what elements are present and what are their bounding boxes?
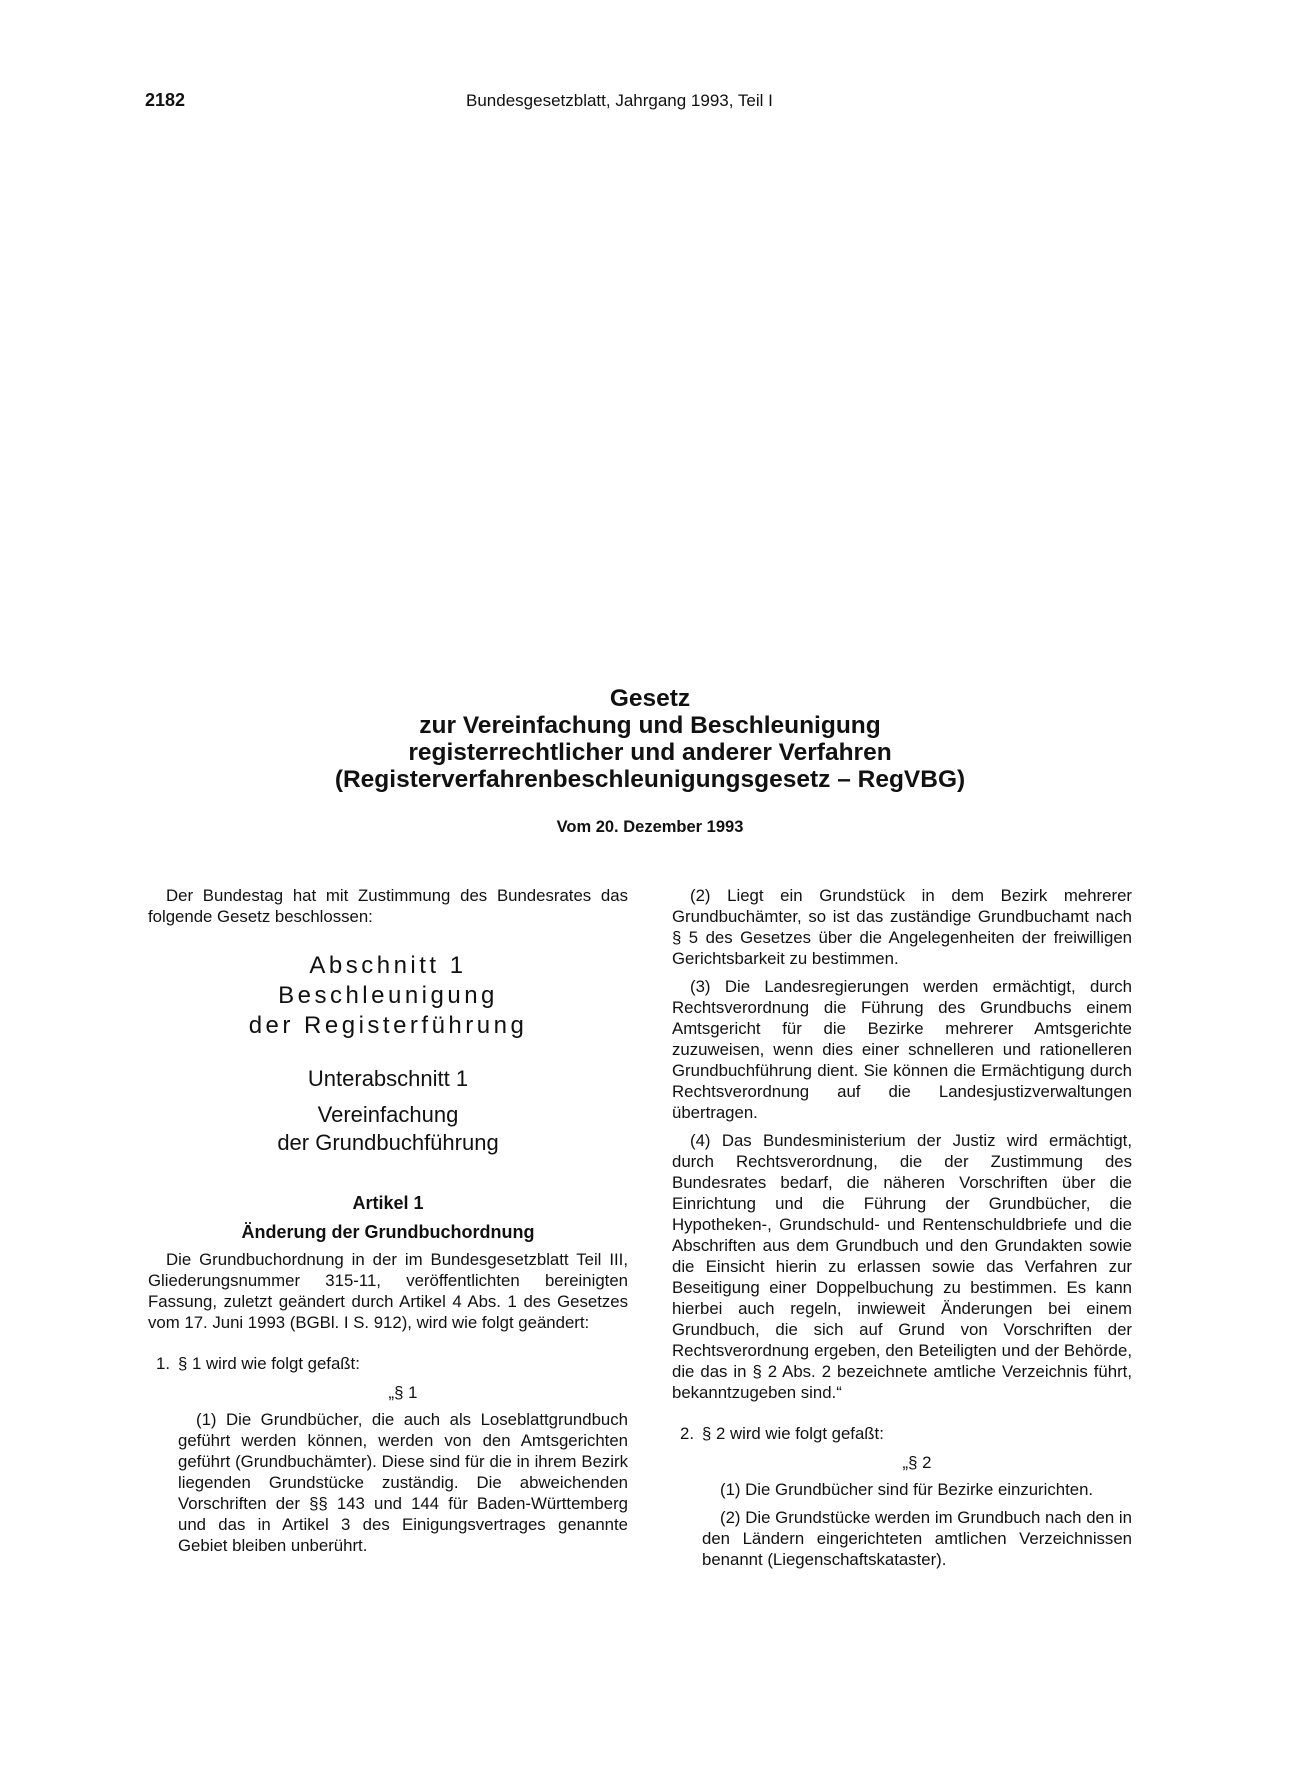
paragraph-1-subsection-2: (2) Liegt ein Grundstück in dem Bezirk mehrerer Grundbuchämter, so ist das zuständige Grundbuchamt nach § 5 des Gesetzes über die Angelegenheiten der freiwilligen Gerichtsbarkeit zu bestimmen.: [672, 886, 1132, 968]
list-item-number: 2.: [680, 1424, 694, 1443]
paragraph-1-subsection-1: (1) Die Grundbücher, die auch als Loseblattgrundbuch geführt werden können, werden von den Amtsgerichten geführt (Grundbuchämter). Diese sind für die in ihrem Bezirk liegenden Grundstücke zuständig. Die abweichenden Vorschriften der §§ 143 und 144 für Baden-Württemberg und das in Artikel 3 des Einigungsvertrages genannte Gebiet bleiben unberührt.: [178, 1410, 628, 1555]
preamble: Der Bundestag hat mit Zustimmung des Bundesrates das folgende Gesetz beschlossen:: [148, 886, 628, 926]
list-item-1: [148, 1353, 628, 1374]
running-head: Bundesgesetzblatt, Jahrgang 1993, Teil I: [466, 91, 773, 110]
subsection-title-line-2: der Grundbuchführung: [277, 1130, 499, 1155]
title-line-2: zur Vereinfachung und Beschleunigung: [419, 712, 881, 739]
subsection-label: Unterabschnitt 1: [307, 1066, 469, 1091]
paragraph-1-block: [148, 1382, 628, 1556]
enactment-date: Vom 20. Dezember 1993: [556, 818, 744, 836]
paragraph-sign: „§ 2: [902, 1453, 932, 1472]
paragraph-1-subsection-4: (4) Das Bundesministerium der Justiz wird ermächtigt, durch Rechtsverordnung, die der Zustimmung des Bundesrates bedarf, die näheren Vorschriften über die Einrichtung und die Führung der Grundbücher, die Hypotheken-, Grundschuld- und Rentenschuldbriefe und die Abschriften aus dem Grundbuch und den Grundakten sowie die Einsicht hierin zu erlassen sowie das Verfahren zur Beseitigung einer Doppelbuchung zu bestimmen. Es kann hierbei auch regeln, inwieweit Änderungen bei einem Grundbuch, die sich auf Grund von Vorschriften der Rechtsverordnung ergeben, den Beteiligten und der Behörde, die das in § 2 Abs. 2 bezeichnete amtliche Verzeichnis führt, bekanntzugeben sind.“: [672, 1131, 1132, 1402]
title-line-1: Gesetz: [609, 685, 691, 712]
list-item-2: [672, 1423, 1132, 1444]
left-column: [148, 885, 628, 1556]
right-column: [672, 885, 1132, 1570]
page-number: 2182: [145, 90, 186, 110]
section-label: Abschnitt 1: [309, 952, 467, 979]
title-line-3: registerrechtlicher und anderer Verfahren: [408, 739, 892, 766]
paragraph-2-subsection-2: (2) Die Grundstücke werden im Grundbuch nach den in den Ländern eingerichteten amtlichen Verzeichnissen benannt (Liegenschaftskataster).: [702, 1508, 1132, 1569]
list-item-text: § 2 wird wie folgt gefaßt:: [702, 1424, 884, 1443]
paragraph-1-subsection-3: (3) Die Landesregierungen werden ermächtigt, durch Rechtsverordnung die Führung des Grundbuchs einem Amtsgericht für die Bezirke mehrerer Amtsgerichte zuzuweisen, wenn dies einer schnelleren und rationelleren Grundbuchführung dient. Sie können die Ermächtigung durch Rechtsverordnung auf die Landesjustizverwaltungen übertragen.: [672, 977, 1132, 1122]
section-title-line-1: Beschleunigung: [278, 982, 498, 1009]
article-intro: Die Grundbuchordnung in der im Bundesgesetzblatt Teil III, Gliederungsnummer 315-11, veröffentlichten bereinigten Fassung, zuletzt geändert durch Artikel 4 Abs. 1 des Gesetzes vom 17. Juni 1993 (BGBl. I S. 912), wird wie folgt geändert:: [148, 1250, 628, 1332]
law-title: [200, 685, 1100, 793]
list-item-number: 1.: [156, 1354, 170, 1373]
paragraph-2-block: [672, 1452, 1132, 1570]
list-item-text: § 1 wird wie folgt gefaßt:: [178, 1354, 360, 1373]
article-title: Änderung der Grundbuchordnung: [241, 1222, 535, 1242]
paragraph-2-subsection-1: (1) Die Grundbücher sind für Bezirke einzurichten.: [720, 1480, 1094, 1499]
section-title-line-2: der Registerführung: [248, 1012, 528, 1039]
title-line-4: (Registerverfahrenbeschleunigungsgesetz – RegVBG): [334, 766, 966, 793]
article-label: Artikel 1: [352, 1193, 424, 1213]
paragraph-sign: „§ 1: [388, 1383, 418, 1402]
subsection-title-line-1: Vereinfachung: [317, 1102, 459, 1127]
